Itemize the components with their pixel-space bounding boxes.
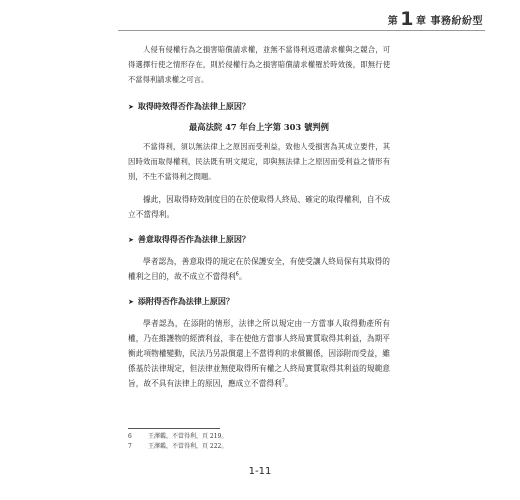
- page-content: [128, 42, 390, 403]
- section-heading: [128, 234, 390, 245]
- footnote-number: 7: [128, 443, 132, 450]
- footnote-rule: [128, 428, 220, 429]
- section-heading: [128, 296, 390, 307]
- section-paragraph: [128, 316, 390, 391]
- section-heading-text: 善意取得得否作為法律上原因？: [137, 235, 250, 244]
- section-heading-text: 添附得否作為法律上原因？: [137, 297, 234, 306]
- footnote-text: 王澤鑑，不當得利，頁 222。: [148, 443, 228, 450]
- footnote-item: [128, 432, 227, 442]
- chapter-title: 事務紛紛型: [430, 16, 483, 27]
- case-quote: 不當得利，須以無法律上之原因而受利益，致他人受損害為其成立要件，其因時效而取得權利，民法既有明文規定，即與無法律上之原因而受利益之情形有別，不生不當得利之問題。: [128, 142, 390, 181]
- running-header: [387, 8, 483, 30]
- paragraph-end: 。: [284, 379, 293, 388]
- section-paragraph: [128, 254, 390, 284]
- intro-paragraph: 人侵有侵權行為之損害賠償請求權，並無不當得利返還請求權與之競合，可得選擇行使之情形存在，則於侵權行為之損害賠償請求權罹於時效後，即無行使不當得利請求權之可言。: [128, 45, 390, 84]
- section-heading-text: 取得時效得否作為法律上原因？: [137, 102, 250, 111]
- header-rule: [118, 30, 485, 31]
- footnote-text: 王澤鑑，不當得利，頁 219。: [148, 433, 228, 440]
- chapter-prefix: 第: [387, 16, 399, 27]
- paragraph-text: 學者認為，在添附的情形，法律之所以規定由一方當事人取得動產所有權，乃在維護物的經濟利益，非在使他方當事人終局實質取得其利益，為期平衡此項物權變動，民法乃另設償還上不當得利的求償關係，因添附而受益，雖係基於法律規定，但法律並無使取得所有權之人終局實質取得其利益的規範意旨，故不具有法律上的原因，應成立不當得利: [128, 319, 390, 388]
- chapter-number: 1: [400, 8, 414, 30]
- arrow-bullet-icon: ➤: [128, 102, 134, 111]
- arrow-bullet-icon: ➤: [128, 235, 134, 244]
- arrow-bullet-icon: ➤: [128, 297, 134, 306]
- page-number: 1-11: [248, 466, 272, 477]
- paragraph-text: 學者認為，善意取得的規定在於保護安全，有使受讓人終局保有其取得的權利之目的，故不成立不當得利: [128, 257, 390, 281]
- footnote-ref: 6: [235, 271, 239, 278]
- footnote-number: 6: [128, 433, 132, 440]
- section-heading: [128, 101, 390, 112]
- paragraph-end: 。: [238, 272, 247, 281]
- case-title: 最高法院 47 年台上字第 303 號判例: [189, 122, 329, 132]
- footnote-ref: 7: [281, 378, 285, 385]
- chapter-suffix: 章: [416, 16, 427, 27]
- footnote-item: [128, 442, 227, 452]
- section-paragraph: 據此，因取得時效制度目的在於使取得人終局、確定的取得權利，自不成立不當得利。: [128, 195, 390, 219]
- footnotes: [128, 432, 227, 452]
